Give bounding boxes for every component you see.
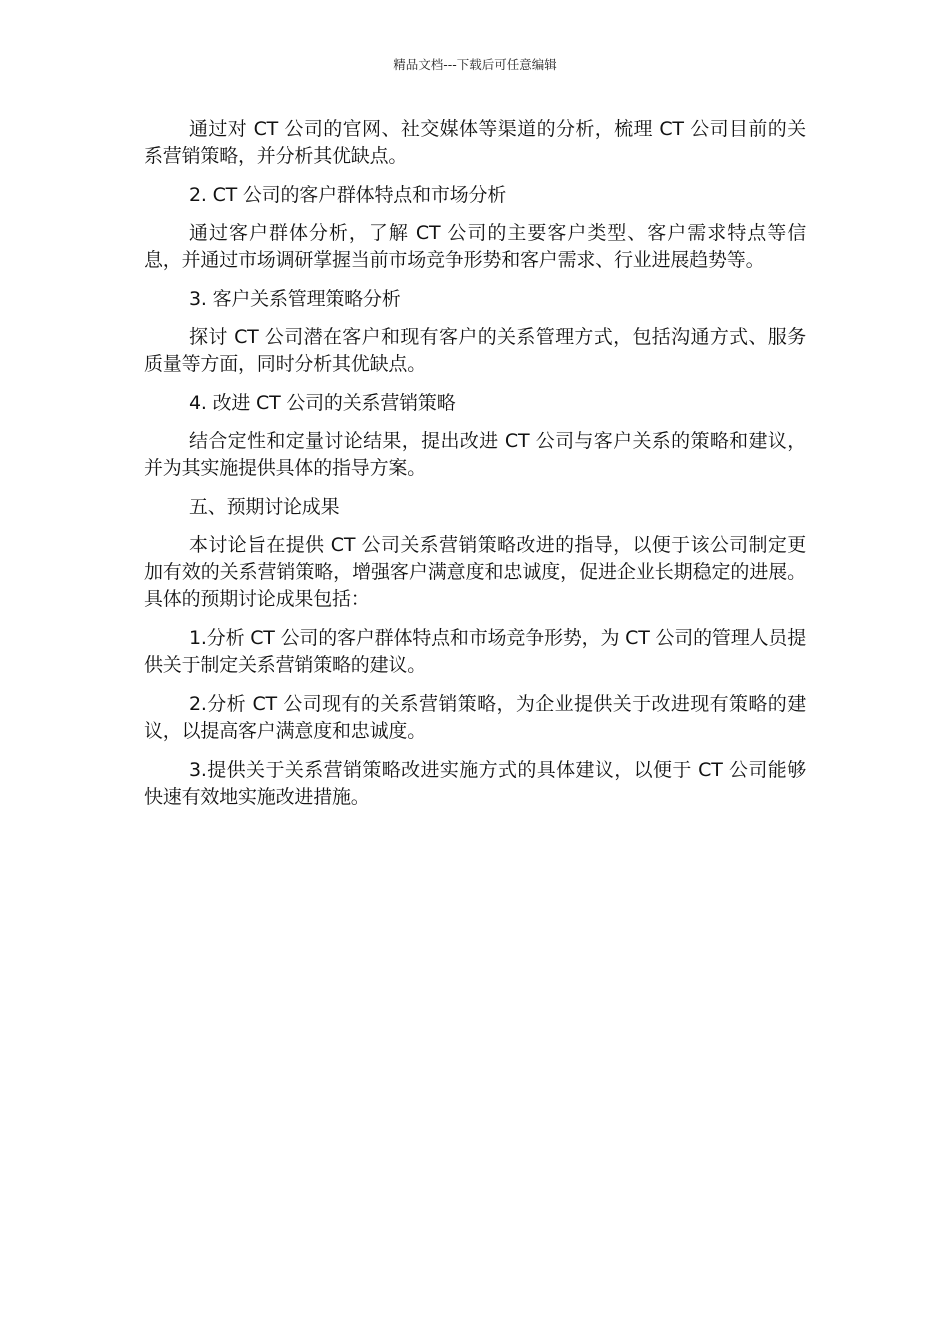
section-heading-crm-strategy: 3. 客户关系管理策略分析 (189, 288, 401, 310)
list-item-result-3: 3.提供关于关系营销策略改进实施方式的具体建议，以便于 CT 公司能够快速有效地实施改进措施。 (144, 759, 806, 808)
paragraph-expected-results-intro: 本讨论旨在提供 CT 公司关系营销策略改进的指导，以便于该公司制定更加有效的关系营销策略，增强客户满意度和忠诚度，促进企业长期稳定的进展。具体的预期讨论成果包括： (144, 534, 806, 610)
section-heading-customer-market: 2. CT 公司的客户群体特点和市场分析 (189, 184, 507, 206)
section-heading-improve-strategy: 4. 改进 CT 公司的关系营销策略 (189, 392, 456, 414)
paragraph-crm-analysis: 探讨 CT 公司潜在客户和现有客户的关系管理方式，包括沟通方式、服务质量等方面，同时分析其优缺点。 (144, 326, 806, 375)
paragraph-improvement-plan: 结合定性和定量讨论结果，提出改进 CT 公司与客户关系的策略和建议，并为其实施提供具体的指导方案。 (144, 430, 806, 479)
section-heading-expected-results: 五、预期讨论成果 (189, 496, 340, 518)
paragraph-strategy-review: 通过对 CT 公司的官网、社交媒体等渠道的分析，梳理 CT 公司目前的关系营销策略，并分析其优缺点。 (144, 118, 806, 167)
paragraph-customer-analysis: 通过客户群体分析，了解 CT 公司的主要客户类型、客户需求特点等信息，并通过市场调研掌握当前市场竞争形势和客户需求、行业进展趋势等。 (144, 222, 806, 271)
list-item-result-1: 1.分析 CT 公司的客户群体特点和市场竞争形势，为 CT 公司的管理人员提供关于制定关系营销策略的建议。 (144, 627, 806, 676)
page-header: 精品文档---下载后可任意编辑 (393, 57, 557, 72)
document-body (144, 116, 806, 823)
list-item-result-2: 2.分析 CT 公司现有的关系营销策略，为企业提供关于改进现有策略的建议，以提高客户满意度和忠诚度。 (144, 693, 806, 742)
